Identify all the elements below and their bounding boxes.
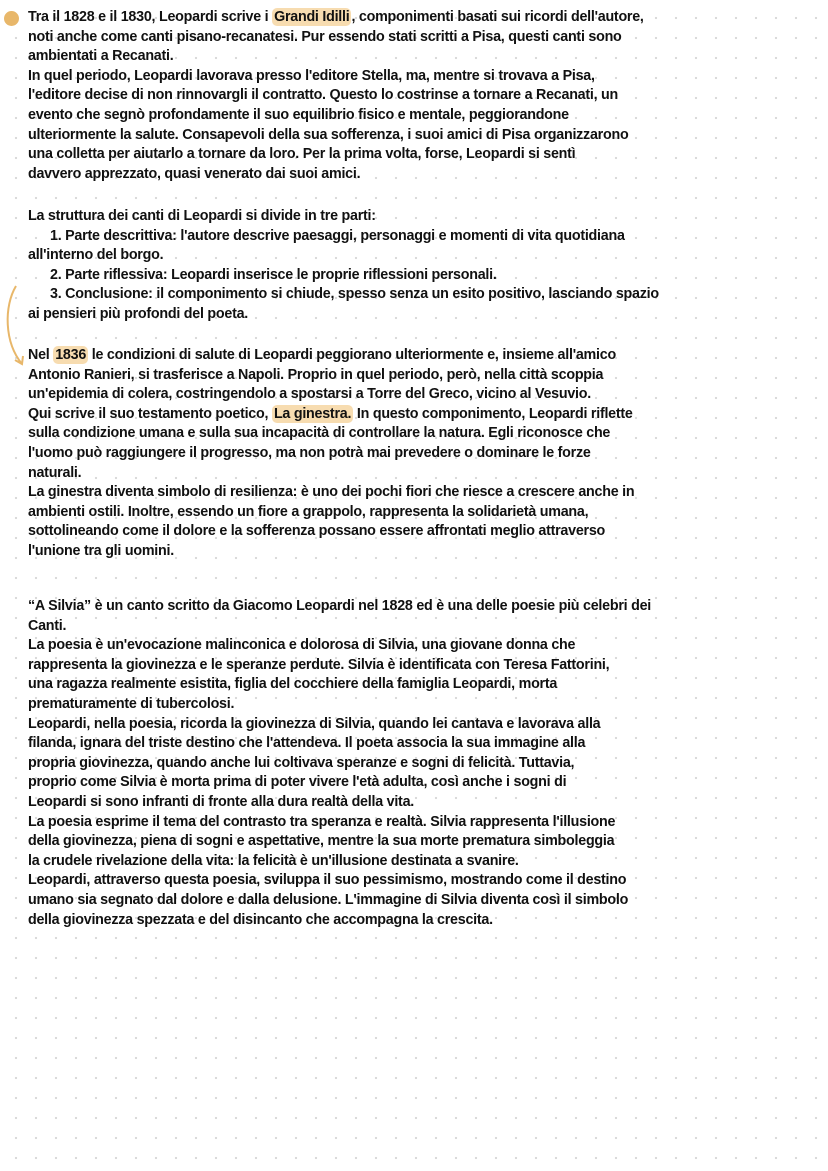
text-line: [28, 754, 651, 774]
text-segment: l'editore decise di non rinnovargli il contratto. Questo lo costrinse a tornare a Recanati, un: [28, 87, 619, 104]
text-segment: filanda, ignara del triste destino che l'attendeva. Il poeta associa la sua immagine alla: [28, 735, 586, 752]
text-line: [28, 734, 651, 754]
text-segment: umano sia segnato dal dolore e dalla delusione. L'immagine di Silvia diventa così il simbolo: [28, 891, 629, 908]
text-segment: una ragazza realmente esistita, figlia del cocchiere della famiglia Leopardi, morta: [28, 676, 558, 693]
text-segment: ambientati a Recanati.: [28, 48, 174, 65]
text-line: [28, 305, 659, 325]
text-line: [28, 483, 634, 503]
text-segment: all'interno del borgo.: [28, 247, 164, 264]
text-segment: “A Silvia” è un canto scritto da Giacomo Leopardi nel 1828 ed è una delle poesie più celebri dei: [28, 598, 651, 614]
text-segment: naturali.: [28, 464, 82, 481]
text-segment: La struttura dei canti di Leopardi si divide in tre parti:: [28, 208, 376, 224]
text-segment: La poesia esprime il tema del contrasto tra speranza e realtà. Silvia rappresenta l'illusione: [28, 813, 616, 830]
text-line: [28, 813, 651, 833]
text-segment: In questo componimento, Leopardi riflette: [353, 405, 633, 422]
text-line: [28, 126, 644, 146]
text-line: [28, 227, 659, 247]
text-line: [28, 86, 644, 106]
text-segment: Leopardi si sono infranti di fronte alla dura realtà della vita.: [28, 793, 414, 810]
text-line: [28, 385, 634, 405]
text-line: [28, 503, 634, 523]
text-segment: 2. Parte riflessiva: Leopardi inserisce le proprie riflessioni personali.: [50, 266, 497, 283]
text-line: [28, 695, 651, 715]
text-segment: l'unione tra gli uomini.: [28, 542, 174, 559]
text-line: [28, 675, 651, 695]
text-segment: In quel periodo, Leopardi lavorava presso l'editore Stella, ma, mentre si trovava a Pisa,: [28, 67, 595, 84]
text-segment: un'epidemia di colera, costringendolo a spostarsi a Torre del Greco, vicino al Vesuvio.: [28, 386, 591, 403]
text-line: [28, 444, 634, 464]
highlighted-text: 1836: [55, 347, 87, 363]
text-line: [28, 106, 644, 126]
text-line: [28, 67, 644, 87]
text-line: [28, 911, 651, 931]
text-line: [28, 793, 651, 813]
text-segment: noti anche come canti pisano-recanatesi. Pur essendo stati scritti a Pisa, questi canti sono: [28, 28, 622, 45]
text-line: [28, 891, 651, 911]
text-segment: La ginestra diventa simbolo di resilienza: è uno dei pochi fiori che riesce a crescere anche in: [28, 484, 635, 501]
text-segment: 3. Conclusione: il componimento si chiude, spesso senza un esito positivo, lasciando spazio: [50, 286, 659, 303]
paragraph-grandi-idilli: [28, 8, 644, 184]
text-line: [28, 522, 634, 542]
text-line: [28, 246, 659, 266]
text-segment: della giovinezza, piena di sogni e aspettative, mentre la sua morte prematura simboleggia: [28, 833, 615, 850]
text-segment: Canti.: [28, 617, 67, 634]
bullet-dot-icon: [4, 11, 19, 26]
text-segment: le condizioni di salute di Leopardi peggiorano ulteriormente e, insieme all'amico: [88, 347, 616, 363]
text-line: [28, 832, 651, 852]
paragraph-a-silvia: [28, 597, 651, 930]
text-line: [28, 165, 644, 185]
text-segment: Tra il 1828 e il 1830, Leopardi scrive i: [28, 9, 273, 25]
text-segment: Leopardi, nella poesia, ricorda la giovinezza di Silvia, quando lei cantava e lavorava alla: [28, 715, 601, 732]
text-segment: sulla condizione umana e sulla sua incapacità di controllare la natura. Egli riconosce che: [28, 425, 611, 442]
text-segment: , componimenti basati sui ricordi dell'autore,: [351, 9, 644, 25]
text-segment: davvero apprezzato, quasi venerato dai suoi amici.: [28, 165, 361, 182]
text-line: [28, 266, 659, 286]
text-line: [28, 852, 651, 872]
text-segment: ai pensieri più profondi del poeta.: [28, 305, 249, 322]
text-segment: una colletta per aiutarlo a tornare da loro. Per la prima volta, forse, Leopardi si sentì: [28, 146, 576, 163]
text-segment: propria giovinezza, quando anche lui coltivava speranze e sogni di felicità. Tuttavia,: [28, 754, 575, 771]
text-line: [28, 617, 651, 637]
highlighted-text: La ginestra.: [273, 405, 352, 422]
text-line: [28, 28, 644, 48]
text-line: [28, 464, 634, 484]
text-segment: Qui scrive il suo testamento poetico,: [28, 405, 272, 422]
text-line: [28, 597, 651, 617]
text-line: [28, 346, 634, 366]
text-segment: prematuramente di tubercolosi.: [28, 695, 235, 712]
highlighted-text: Grandi Idilli: [274, 9, 350, 25]
text-line: [28, 207, 659, 227]
paragraph-struttura-canti: [28, 207, 659, 325]
text-segment: ambienti ostili. Inoltre, essendo un fiore a grappolo, rappresenta la solidarietà umana,: [28, 503, 589, 520]
text-line: [28, 145, 644, 165]
text-line: [28, 366, 634, 386]
text-line: [28, 47, 644, 67]
text-segment: l'uomo può raggiungere il progresso, ma non potrà mai prevedere o dominare le forze: [28, 444, 591, 461]
text-line: [28, 405, 634, 425]
paragraph-la-ginestra: [28, 346, 634, 562]
text-line: [28, 773, 651, 793]
text-segment: della giovinezza spezzata e del disincanto che accompagna la crescita.: [28, 911, 493, 928]
text-segment: Antonio Ranieri, si trasferisce a Napoli. Proprio in quel periodo, però, nella città scoppia: [28, 366, 604, 383]
text-segment: evento che segnò profondamente il suo equilibrio fisico e mentale, peggiorandone: [28, 106, 569, 123]
text-segment: Leopardi, attraverso questa poesia, sviluppa il suo pessimismo, mostrando come il destino: [28, 872, 627, 889]
text-line: [28, 285, 659, 305]
text-line: [28, 636, 651, 656]
text-segment: Nel: [28, 347, 54, 363]
text-line: [28, 656, 651, 676]
text-segment: 1. Parte descrittiva: l'autore descrive paesaggi, personaggi e momenti di vita quotidiana: [50, 227, 625, 244]
text-segment: La poesia è un'evocazione malinconica e dolorosa di Silvia, una giovane donna che: [28, 637, 576, 654]
text-line: [28, 715, 651, 735]
text-line: [28, 424, 634, 444]
text-segment: ulteriormente la salute. Consapevoli della sua sofferenza, i suoi amici di Pisa organizzarono: [28, 126, 629, 143]
text-segment: rappresenta la giovinezza e le speranze perdute. Silvia è identificata con Teresa Fattorini,: [28, 656, 610, 673]
text-line: [28, 871, 651, 891]
text-segment: proprio come Silvia è morta prima di poter vivere l'età adulta, così anche i sogni di: [28, 774, 567, 791]
text-line: [28, 8, 644, 28]
text-line: [28, 542, 634, 562]
text-segment: sottolineando come il dolore e la sofferenza possano essere affrontati meglio attraverso: [28, 523, 606, 540]
text-segment: la crudele rivelazione della vita: la felicità è un'illusione destinata a svanire.: [28, 852, 519, 869]
